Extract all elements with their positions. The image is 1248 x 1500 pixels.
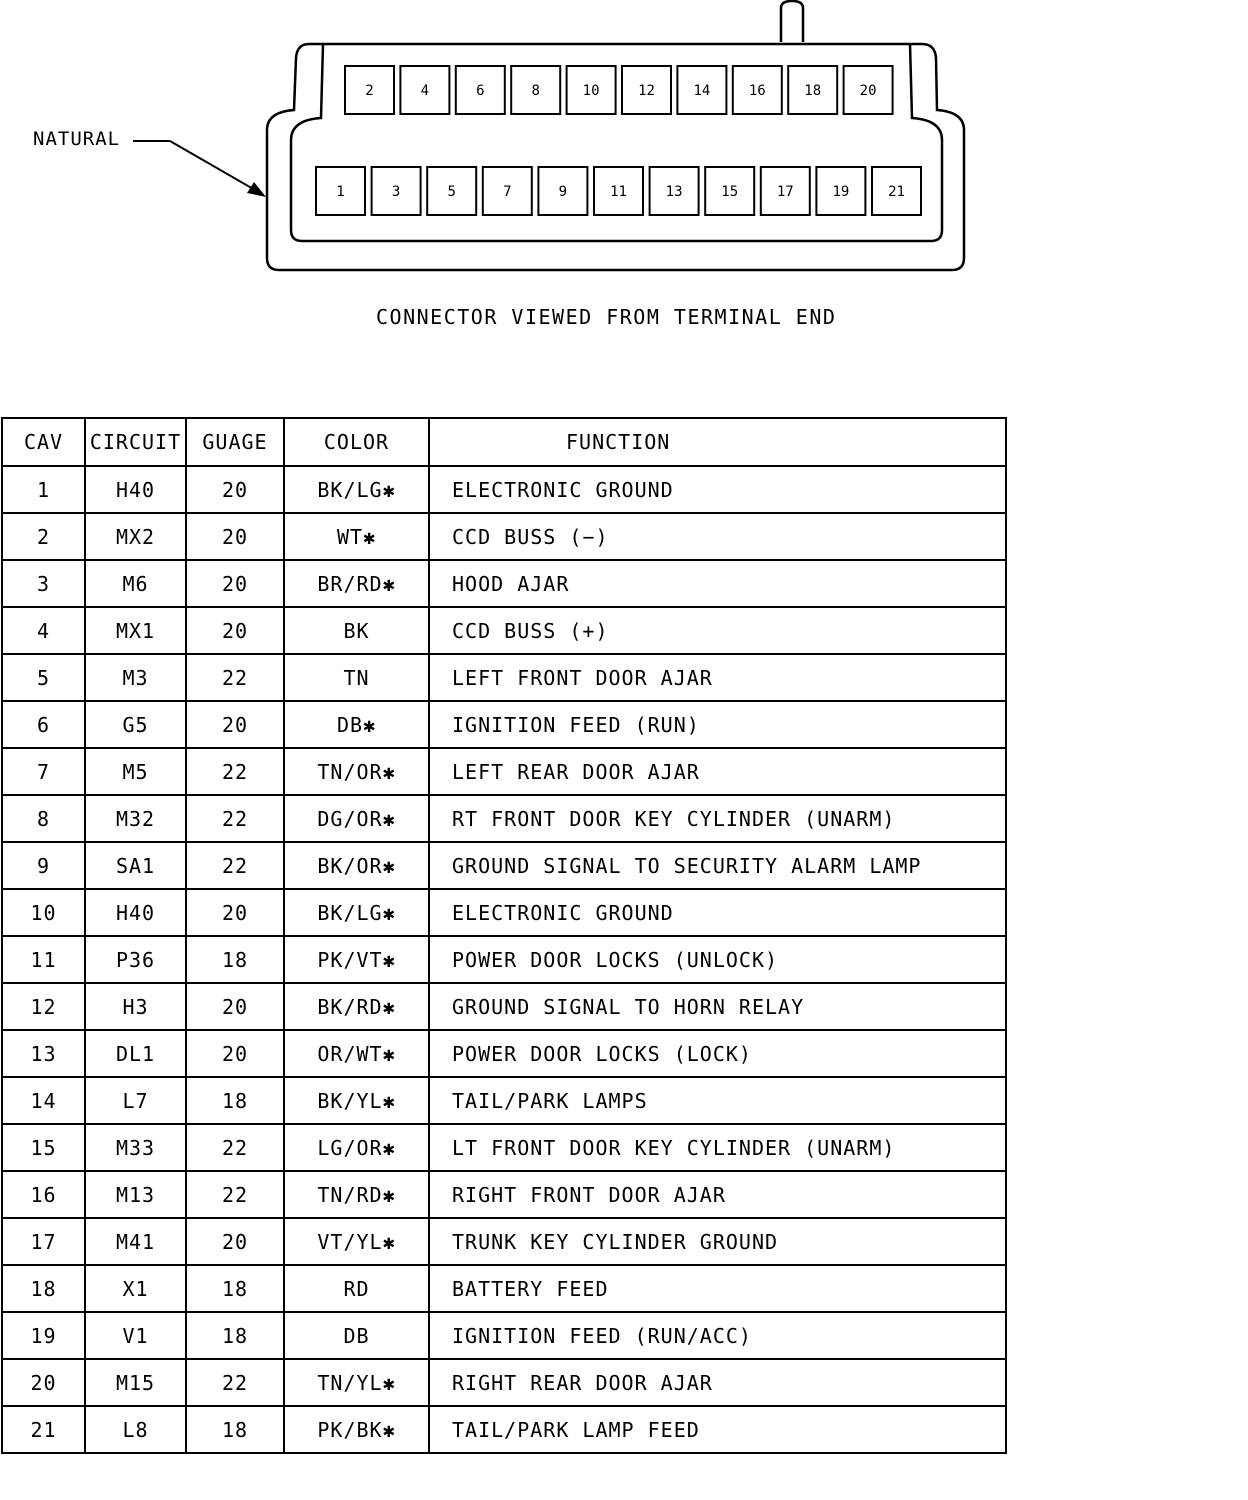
cell-circuit: M6: [85, 560, 186, 607]
table-row: [2, 795, 1006, 842]
cell-gauge: 20: [186, 513, 284, 560]
cell-color: DB✱: [284, 701, 429, 748]
pin-number: 6: [476, 83, 485, 99]
cell-color: BK/YL✱: [284, 1077, 429, 1124]
cell-color: DB: [284, 1312, 429, 1359]
cell-circuit: SA1: [85, 842, 186, 889]
cell-gauge: 20: [186, 560, 284, 607]
table-row: [2, 748, 1006, 795]
cell-cav: 2: [2, 513, 85, 560]
cell-gauge: 22: [186, 795, 284, 842]
table-body: [2, 466, 1006, 1453]
table-row: [2, 1265, 1006, 1312]
cell-function: IGNITION FEED (RUN): [429, 701, 1006, 748]
table-row: [2, 654, 1006, 701]
cell-circuit: H40: [85, 466, 186, 513]
cell-gauge: 20: [186, 701, 284, 748]
cell-function: HOOD AJAR: [429, 560, 1006, 607]
cell-color: DG/OR✱: [284, 795, 429, 842]
pin-number: 19: [832, 184, 850, 200]
cell-color: BK/LG✱: [284, 889, 429, 936]
cell-circuit: DL1: [85, 1030, 186, 1077]
pin-number: 14: [693, 83, 711, 99]
table-row: [2, 466, 1006, 513]
table-row: [2, 607, 1006, 654]
pin-row-bottom: [316, 167, 921, 215]
pin-row-top: [345, 66, 893, 114]
table-row: [2, 1312, 1006, 1359]
pin-number: 5: [447, 184, 456, 200]
cell-color: TN: [284, 654, 429, 701]
cell-circuit: P36: [85, 936, 186, 983]
header-color: COLOR: [284, 418, 429, 466]
pin-number: 21: [888, 184, 905, 200]
cell-cav: 4: [2, 607, 85, 654]
cell-cav: 11: [2, 936, 85, 983]
cell-cav: 5: [2, 654, 85, 701]
cell-circuit: X1: [85, 1265, 186, 1312]
cell-color: VT/YL✱: [284, 1218, 429, 1265]
pin-number: 9: [558, 184, 568, 200]
pin-number: 17: [776, 184, 794, 200]
cell-gauge: 18: [186, 1077, 284, 1124]
pin-number: 18: [804, 83, 822, 99]
cell-function: LEFT REAR DOOR AJAR: [429, 748, 1006, 795]
cell-color: PK/BK✱: [284, 1406, 429, 1453]
cell-color: RD: [284, 1265, 429, 1312]
cell-circuit: M5: [85, 748, 186, 795]
header-gauge: GUAGE: [186, 418, 284, 466]
cell-color: WT✱: [284, 513, 429, 560]
cell-function: RIGHT FRONT DOOR AJAR: [429, 1171, 1006, 1218]
cell-function: GROUND SIGNAL TO HORN RELAY: [429, 983, 1006, 1030]
cell-gauge: 18: [186, 1406, 284, 1453]
pin-number: 20: [859, 83, 877, 99]
cell-function: POWER DOOR LOCKS (UNLOCK): [429, 936, 1006, 983]
cell-function: CCD BUSS (+): [429, 607, 1006, 654]
cell-gauge: 22: [186, 1124, 284, 1171]
cell-cav: 6: [2, 701, 85, 748]
cell-color: BK/LG✱: [284, 466, 429, 513]
cell-cav: 13: [2, 1030, 85, 1077]
pin-number: 12: [638, 83, 655, 99]
cell-gauge: 20: [186, 983, 284, 1030]
cell-circuit: M33: [85, 1124, 186, 1171]
header-cav: CAV: [2, 418, 85, 466]
table-row: [2, 513, 1006, 560]
pin-number: 15: [721, 184, 739, 200]
cell-cav: 8: [2, 795, 85, 842]
pin-number: 11: [610, 184, 627, 200]
cell-cav: 10: [2, 889, 85, 936]
cell-function: CCD BUSS (−): [429, 513, 1006, 560]
pinout-table: [1, 417, 1007, 1454]
cell-cav: 7: [2, 748, 85, 795]
cell-function: RIGHT REAR DOOR AJAR: [429, 1359, 1006, 1406]
cell-gauge: 18: [186, 936, 284, 983]
table-row: [2, 701, 1006, 748]
header-circuit: CIRCUIT: [85, 418, 186, 466]
table-row: [2, 1218, 1006, 1265]
pin-number: 13: [665, 184, 683, 200]
pin-number: 3: [391, 184, 401, 200]
pin-number: 1: [336, 184, 345, 200]
cell-function: TAIL/PARK LAMPS: [429, 1077, 1006, 1124]
cell-gauge: 22: [186, 842, 284, 889]
table-row: [2, 1406, 1006, 1453]
cell-circuit: MX2: [85, 513, 186, 560]
cell-color: BR/RD✱: [284, 560, 429, 607]
pin-number: 2: [365, 83, 374, 99]
cell-circuit: M13: [85, 1171, 186, 1218]
pin-number: 7: [503, 184, 512, 200]
cell-circuit: H40: [85, 889, 186, 936]
cell-circuit: M41: [85, 1218, 186, 1265]
cell-cav: 9: [2, 842, 85, 889]
cell-function: POWER DOOR LOCKS (LOCK): [429, 1030, 1006, 1077]
natural-label: NATURAL: [33, 128, 121, 150]
cell-color: BK/OR✱: [284, 842, 429, 889]
cell-circuit: MX1: [85, 607, 186, 654]
cell-gauge: 20: [186, 1030, 284, 1077]
table-row: [2, 1124, 1006, 1171]
cell-gauge: 22: [186, 1359, 284, 1406]
connector-latch-tab: [781, 1, 803, 42]
cell-function: GROUND SIGNAL TO SECURITY ALARM LAMP: [429, 842, 1006, 889]
cell-function: ELECTRONIC GROUND: [429, 466, 1006, 513]
cell-cav: 19: [2, 1312, 85, 1359]
cell-cav: 14: [2, 1077, 85, 1124]
cell-gauge: 18: [186, 1312, 284, 1359]
header-function: FUNCTION: [429, 418, 1006, 466]
cell-circuit: M15: [85, 1359, 186, 1406]
cell-circuit: L7: [85, 1077, 186, 1124]
cell-circuit: M3: [85, 654, 186, 701]
cell-gauge: 20: [186, 1218, 284, 1265]
pin-number: 10: [582, 83, 600, 99]
cell-gauge: 18: [186, 1265, 284, 1312]
table-row: [2, 1030, 1006, 1077]
cell-cav: 21: [2, 1406, 85, 1453]
cell-circuit: H3: [85, 983, 186, 1030]
cell-gauge: 20: [186, 889, 284, 936]
diagram-caption: CONNECTOR VIEWED FROM TERMINAL END: [376, 305, 837, 329]
cell-gauge: 20: [186, 607, 284, 654]
cell-circuit: M32: [85, 795, 186, 842]
cell-function: ELECTRONIC GROUND: [429, 889, 1006, 936]
cell-color: LG/OR✱: [284, 1124, 429, 1171]
cell-color: BK/RD✱: [284, 983, 429, 1030]
pin-number: 16: [748, 83, 766, 99]
natural-leader-arrow: [133, 141, 266, 197]
table-row: [2, 560, 1006, 607]
cell-gauge: 22: [186, 748, 284, 795]
table-row: [2, 1359, 1006, 1406]
cell-cav: 17: [2, 1218, 85, 1265]
table-row: [2, 983, 1006, 1030]
cell-color: TN/OR✱: [284, 748, 429, 795]
cell-function: TAIL/PARK LAMP FEED: [429, 1406, 1006, 1453]
table-header-row: [2, 418, 1006, 466]
cell-cav: 1: [2, 466, 85, 513]
pin-number: 8: [531, 83, 540, 99]
cell-cav: 12: [2, 983, 85, 1030]
cell-circuit: L8: [85, 1406, 186, 1453]
table-row: [2, 842, 1006, 889]
cell-function: BATTERY FEED: [429, 1265, 1006, 1312]
pin-number: 4: [420, 83, 430, 99]
cell-cav: 3: [2, 560, 85, 607]
connector-diagram: [0, 0, 1248, 340]
cell-function: RT FRONT DOOR KEY CYLINDER (UNARM): [429, 795, 1006, 842]
cell-color: PK/VT✱: [284, 936, 429, 983]
cell-cav: 20: [2, 1359, 85, 1406]
cell-color: TN/RD✱: [284, 1171, 429, 1218]
cell-circuit: V1: [85, 1312, 186, 1359]
table-row: [2, 889, 1006, 936]
cell-gauge: 22: [186, 654, 284, 701]
cell-color: OR/WT✱: [284, 1030, 429, 1077]
table-row: [2, 1171, 1006, 1218]
cell-cav: 18: [2, 1265, 85, 1312]
cell-color: BK: [284, 607, 429, 654]
table-row: [2, 936, 1006, 983]
cell-gauge: 20: [186, 466, 284, 513]
table-row: [2, 1077, 1006, 1124]
cell-function: LT FRONT DOOR KEY CYLINDER (UNARM): [429, 1124, 1006, 1171]
cell-gauge: 22: [186, 1171, 284, 1218]
cell-function: TRUNK KEY CYLINDER GROUND: [429, 1218, 1006, 1265]
cell-circuit: G5: [85, 701, 186, 748]
cell-cav: 15: [2, 1124, 85, 1171]
cell-color: TN/YL✱: [284, 1359, 429, 1406]
cell-function: IGNITION FEED (RUN/ACC): [429, 1312, 1006, 1359]
cell-cav: 16: [2, 1171, 85, 1218]
cell-function: LEFT FRONT DOOR AJAR: [429, 654, 1006, 701]
